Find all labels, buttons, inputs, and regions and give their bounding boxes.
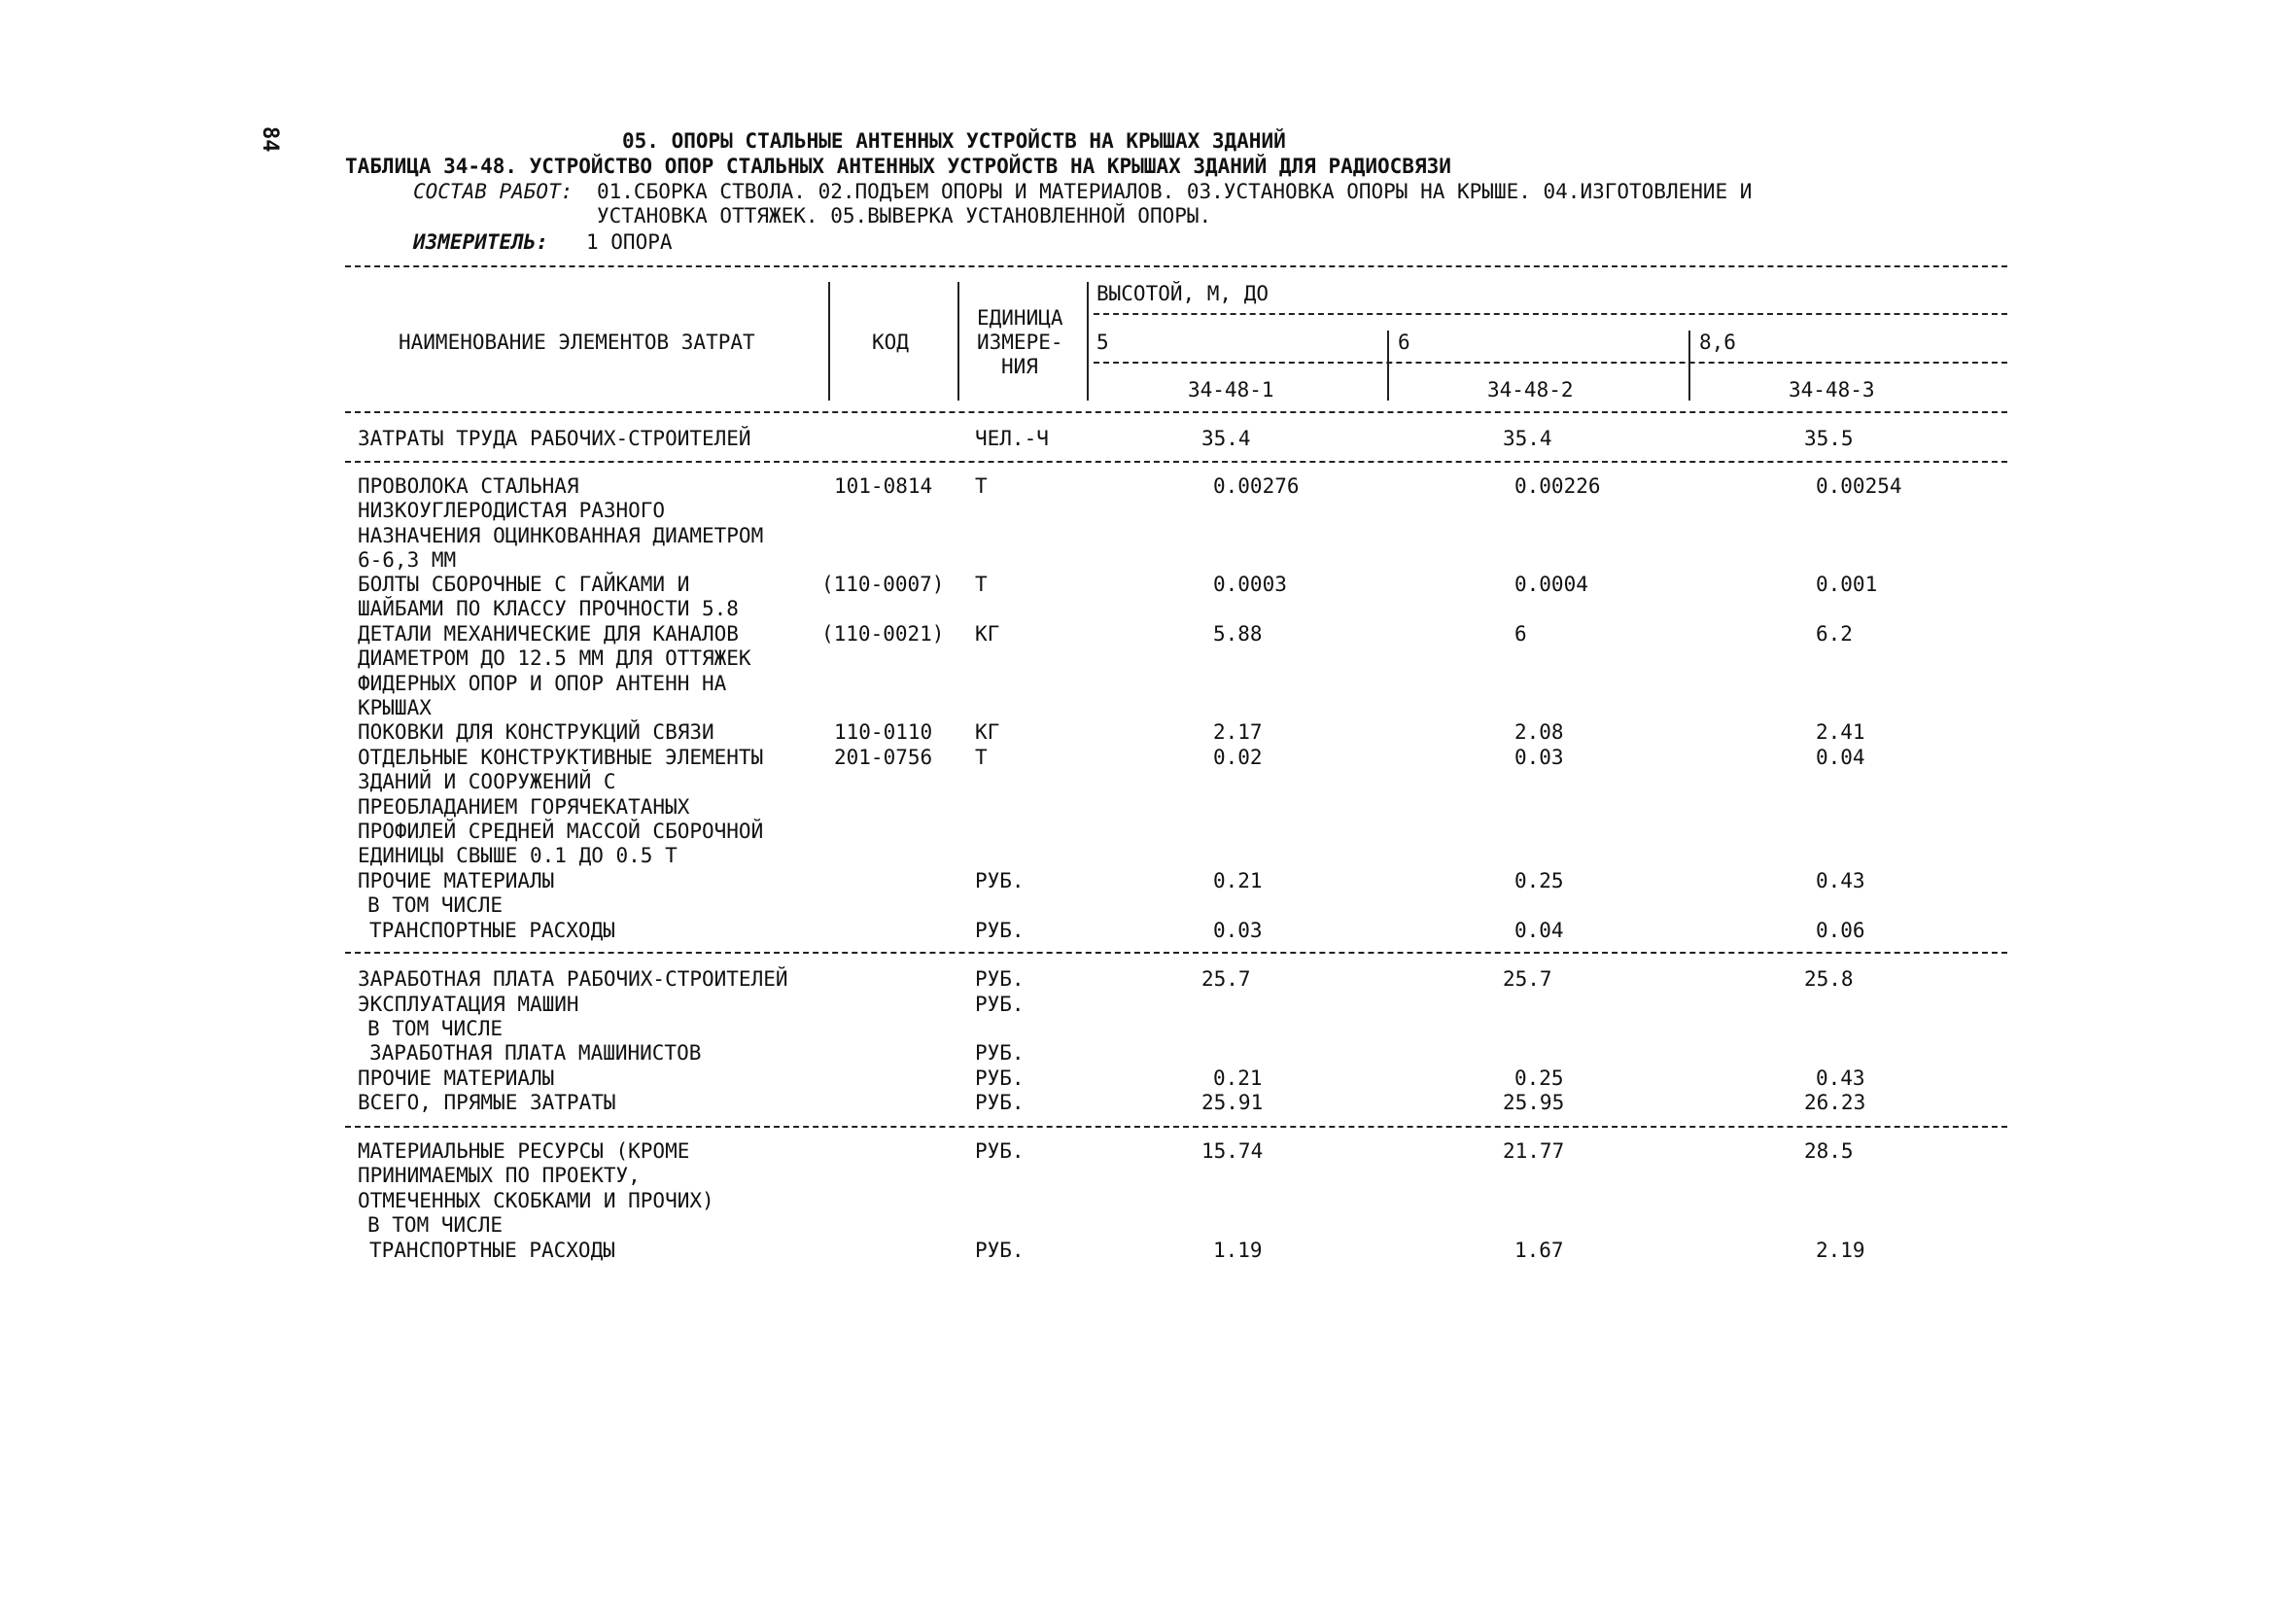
row-bolts-code: (110-0007)	[821, 573, 945, 596]
row-labor-unit: ЧЕЛ.-Ч	[975, 427, 1049, 450]
work-line-2: УСТАНОВКА ОТТЯЖЕК. 05.ВЫВЕРКА УСТАНОВЛЕННОЙ ОПОРЫ.	[597, 204, 1212, 227]
section-rule-3	[345, 1126, 2007, 1128]
row-wire-unit: Т	[975, 474, 988, 498]
header-h1: 5	[1096, 331, 1109, 354]
row-labor-name: ЗАТРАТЫ ТРУДА РАБОЧИХ-СТРОИТЕЛЕЙ	[358, 427, 751, 450]
row-transport-2-v3: 2.19	[1816, 1239, 1865, 1262]
row-wire-name: ПРОВОЛОКА СТАЛЬНАЯ НИЗКОУГЛЕРОДИСТАЯ РАЗНОГО НАЗНАЧЕНИЯ ОЦИНКОВАННАЯ ДИАМЕТРОМ 6-6,3 ММ	[358, 474, 764, 572]
row-other-mat-2-v3: 0.43	[1816, 1066, 1865, 1090]
row-including-1: В ТОМ ЧИСЛЕ	[367, 893, 504, 917]
row-transport-2-v2: 1.67	[1514, 1239, 1564, 1262]
row-wire-v2: 0.00226	[1514, 474, 1601, 498]
header-code: КОД	[872, 331, 909, 354]
row-transport-2-v1: 1.19	[1213, 1239, 1263, 1262]
row-bolts-v1: 0.0003	[1213, 573, 1287, 596]
header-c1: 34-48-1	[1188, 378, 1274, 402]
section-rule-2	[345, 952, 2007, 954]
row-elements-v2: 0.03	[1514, 746, 1564, 769]
work-label: СОСТАВ РАБОТ:	[413, 180, 574, 203]
row-other-mat-v1: 0.21	[1213, 869, 1263, 892]
header-unit-3: НИЯ	[1001, 355, 1038, 378]
row-bolts-v2: 0.0004	[1514, 573, 1588, 596]
row-forgings-code: 110-0110	[834, 720, 933, 744]
section-rule-1	[345, 461, 2007, 463]
row-elements-name: ОТДЕЛЬНЫЕ КОНСТРУКТИВНЫЕ ЭЛЕМЕНТЫ ЗДАНИЙ И СООРУЖЕНИЙ С ПРЕОБЛАДАНИЕМ ГОРЯЧЕКАТАНЫХ ПРОФИЛЕЙ СРЕДНЕЙ МАССОЙ СБОРОЧНОЙ ЕДИНИЦЫ СВЫШЕ 0.1 ДО 0.5 Т	[358, 746, 764, 868]
header-unit-1: ЕДИНИЦА	[977, 306, 1063, 330]
table-title: ТАБЛИЦА 34-48. УСТРОЙСТВО ОПОР СТАЛЬНЫХ АНТЕННЫХ УСТРОЙСТВ НА КРЫШАХ ЗДАНИЙ ДЛЯ РАДИОСВЯЗИ	[345, 155, 1451, 178]
row-other-mat-2-name: ПРОЧИЕ МАТЕРИАЛЫ	[358, 1066, 555, 1090]
row-total-unit: РУБ.	[975, 1091, 1025, 1114]
row-wire-v3: 0.00254	[1816, 474, 1902, 498]
row-other-mat-unit: РУБ.	[975, 869, 1025, 892]
header-h3: 8,6	[1699, 331, 1736, 354]
row-parts-unit: КГ	[975, 622, 1000, 646]
row-machines-name: ЭКСПЛУАТАЦИЯ МАШИН	[358, 993, 579, 1016]
row-parts-name: ДЕТАЛИ МЕХАНИЧЕСКИЕ ДЛЯ КАНАЛОВ ДИАМЕТРОМ ДО 12.5 ММ ДЛЯ ОТТЯЖЕК ФИДЕРНЫХ ОПОР И ОПОР АНТЕНН НА КРЫШАХ	[358, 622, 751, 719]
header-h2: 6	[1398, 331, 1410, 354]
header-name: НАИМЕНОВАНИЕ ЭЛЕМЕНТОВ ЗАТРАТ	[399, 331, 755, 354]
row-wages-name: ЗАРАБОТНАЯ ПЛАТА РАБОЧИХ-СТРОИТЕЛЕЙ	[358, 967, 788, 991]
row-transport-1-v1: 0.03	[1213, 919, 1263, 942]
row-elements-code: 201-0756	[834, 746, 933, 769]
row-transport-2-name: ТРАНСПОРТНЫЕ РАСХОДЫ	[369, 1239, 615, 1262]
row-transport-1-name: ТРАНСПОРТНЫЕ РАСХОДЫ	[369, 919, 615, 942]
row-transport-1-v2: 0.04	[1514, 919, 1564, 942]
row-transport-2-unit: РУБ.	[975, 1239, 1025, 1262]
meter-value: 1 ОПОРА	[586, 230, 673, 254]
row-operators-name: ЗАРАБОТНАЯ ПЛАТА МАШИНИСТОВ	[369, 1041, 702, 1065]
row-forgings-unit: КГ	[975, 720, 1000, 744]
row-resources-v3: 28.5	[1804, 1139, 1854, 1163]
row-bolts-name: БОЛТЫ СБОРОЧНЫЕ С ГАЙКАМИ И ШАЙБАМИ ПО КЛАССУ ПРОЧНОСТИ 5.8	[358, 573, 739, 621]
row-total-name: ВСЕГО, ПРЯМЫЕ ЗАТРАТЫ	[358, 1091, 616, 1114]
row-forgings-v1: 2.17	[1213, 720, 1263, 744]
row-forgings-v2: 2.08	[1514, 720, 1564, 744]
row-wages-v1: 25.7	[1201, 967, 1251, 991]
row-forgings-name: ПОКОВКИ ДЛЯ КОНСТРУКЦИЙ СВЯЗИ	[358, 720, 714, 744]
row-parts-code: (110-0021)	[821, 622, 945, 646]
row-resources-name: МАТЕРИАЛЬНЫЕ РЕСУРСЫ (КРОМЕ ПРИНИМАЕМЫХ ПО ПРОЕКТУ, ОТМЕЧЕННЫХ СКОБКАМИ И ПРОЧИХ)	[358, 1139, 714, 1212]
col-divider-unit	[957, 282, 959, 401]
header-top-rule	[345, 265, 2007, 267]
row-wages-v3: 25.8	[1804, 967, 1854, 991]
row-machines-unit: РУБ.	[975, 993, 1025, 1016]
row-bolts-unit: Т	[975, 573, 988, 596]
page-number: 84	[258, 126, 282, 153]
row-labor-v2: 35.4	[1503, 427, 1552, 450]
row-other-mat-v2: 0.25	[1514, 869, 1564, 892]
header-c3: 34-48-3	[1789, 378, 1875, 402]
work-line-1: 01.СБОРКА СТВОЛА. 02.ПОДЪЕМ ОПОРЫ И МАТЕРИАЛОВ. 03.УСТАНОВКА ОПОРЫ НА КРЫШЕ. 04.ИЗГОТОВЛЕНИЕ И	[597, 180, 1753, 203]
row-forgings-v3: 2.41	[1816, 720, 1865, 744]
header-unit-2: ИЗМЕРЕ-	[977, 331, 1063, 354]
meter-label: ИЗМЕРИТЕЛЬ:	[413, 230, 549, 254]
col-divider-v3	[1688, 331, 1690, 401]
row-parts-v2: 6	[1514, 622, 1527, 646]
header-c2: 34-48-2	[1487, 378, 1574, 402]
row-resources-v2: 21.77	[1503, 1139, 1565, 1163]
row-total-v2: 25.95	[1503, 1091, 1565, 1114]
row-bolts-v3: 0.001	[1816, 573, 1878, 596]
header-bottom-rule	[345, 411, 2007, 413]
col-divider-v2	[1387, 331, 1389, 401]
row-wire-code: 101-0814	[834, 474, 933, 498]
row-wire-v1: 0.00276	[1213, 474, 1300, 498]
row-other-mat-2-v1: 0.21	[1213, 1066, 1263, 1090]
row-elements-v1: 0.02	[1213, 746, 1263, 769]
row-labor-v1: 35.4	[1201, 427, 1251, 450]
row-other-mat-v3: 0.43	[1816, 869, 1865, 892]
section-title: 05. ОПОРЫ СТАЛЬНЫЕ АНТЕННЫХ УСТРОЙСТВ НА КРЫШАХ ЗДАНИЙ	[622, 129, 1286, 153]
row-operators-unit: РУБ.	[975, 1041, 1025, 1065]
row-other-mat-2-v2: 0.25	[1514, 1066, 1564, 1090]
row-other-mat-name: ПРОЧИЕ МАТЕРИАЛЫ	[358, 869, 555, 892]
row-resources-v1: 15.74	[1201, 1139, 1264, 1163]
subcol-rule	[1094, 362, 2007, 364]
row-parts-v1: 5.88	[1213, 622, 1263, 646]
row-including-3: В ТОМ ЧИСЛЕ	[367, 1213, 504, 1237]
row-including-2: В ТОМ ЧИСЛЕ	[367, 1017, 504, 1040]
row-resources-unit: РУБ.	[975, 1139, 1025, 1163]
height-rule	[1094, 313, 2007, 315]
row-parts-v3: 6.2	[1816, 622, 1853, 646]
col-divider-code	[828, 282, 830, 401]
row-wages-unit: РУБ.	[975, 967, 1025, 991]
row-total-v1: 25.91	[1201, 1091, 1264, 1114]
row-labor-v3: 35.5	[1804, 427, 1854, 450]
row-transport-1-unit: РУБ.	[975, 919, 1025, 942]
row-other-mat-2-unit: РУБ.	[975, 1066, 1025, 1090]
row-wages-v2: 25.7	[1503, 967, 1552, 991]
col-divider-values	[1087, 282, 1089, 401]
row-elements-unit: Т	[975, 746, 988, 769]
row-transport-1-v3: 0.06	[1816, 919, 1865, 942]
row-total-v3: 26.23	[1804, 1091, 1866, 1114]
row-elements-v3: 0.04	[1816, 746, 1865, 769]
header-height: ВЫСОТОЙ, М, ДО	[1096, 282, 1270, 305]
